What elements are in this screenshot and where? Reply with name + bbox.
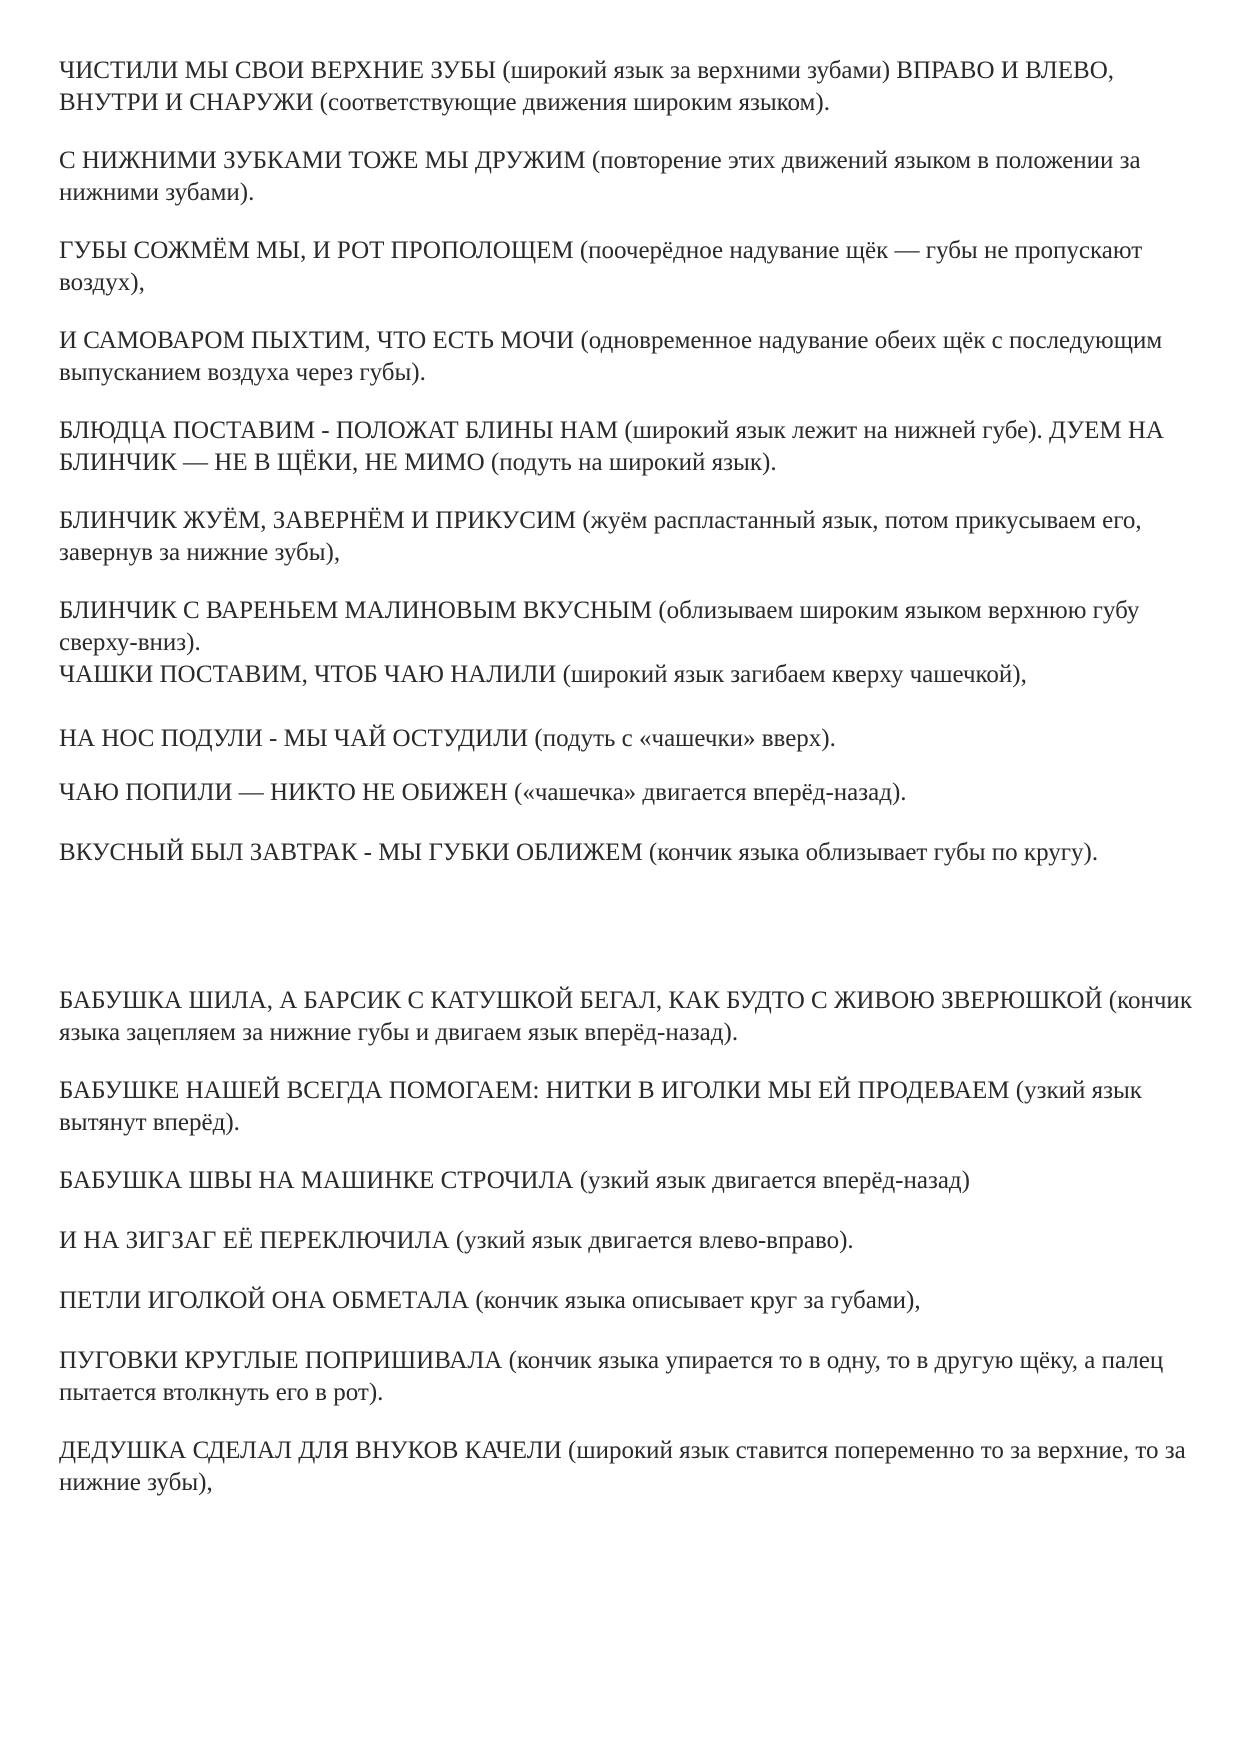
paragraph-note: (кончик языка зацепляем за нижние губы и двигаем язык вперёд-назад). <box>59 987 1192 1046</box>
paragraph-caps: ГУБЫ СОЖМЁМ МЫ, И РОТ ПРОПОЛОЩЕМ <box>59 237 574 264</box>
paragraph-note: (узкий язык вытянут вперёд). <box>59 1077 1142 1136</box>
paragraph-caps: ПУГОВКИ КРУГЛЫЕ ПОПРИШИВАЛА <box>59 1347 503 1374</box>
paragraph <box>59 837 1199 869</box>
paragraph-note: (поочерёдное надувание щёк — губы не пропускают воздух), <box>59 237 1143 296</box>
paragraph-caps: БАБУШКЕ НАШЕЙ ВСЕГДА ПОМОГАЕМ: НИТКИ В ИГОЛКИ МЫ ЕЙ ПРОДЕВАЕМ <box>59 1077 1010 1104</box>
paragraph-caps: ВКУСНЫЙ БЫЛ ЗАВТРАК - МЫ ГУБКИ ОБЛИЖЕМ <box>59 839 643 866</box>
paragraph-caps: БЛЮДЦА ПОСТАВИМ - ПОЛОЖАТ БЛИНЫ НАМ <box>59 417 619 444</box>
paragraph-note: (широкий язык ставится попеременно то за верхние, то за нижние зубы), <box>59 1437 1186 1496</box>
paragraph <box>59 505 1199 569</box>
paragraph <box>59 325 1199 389</box>
paragraph-caps: БАБУШКА ШИЛА, А БАРСИК С КАТУШКОЙ БЕГАЛ, КАК БУДТО С ЖИВОЮ ЗВЕРЮШКОЙ <box>59 987 1103 1014</box>
paragraph-caps: ЧАЮ ПОПИЛИ — НИКТО НЕ ОБИЖЕН <box>59 779 508 806</box>
paragraph <box>59 1165 1199 1197</box>
paragraph-note: (кончик языка облизывает губы по кругу). <box>642 839 1099 866</box>
paragraph-caps: НА НОС ПОДУЛИ - МЫ ЧАЙ ОСТУДИЛИ <box>59 725 529 752</box>
paragraph <box>59 985 1199 1049</box>
paragraph <box>59 1285 1199 1317</box>
paragraph-caps: ЧИСТИЛИ МЫ СВОИ ВЕРХНИЕ ЗУБЫ <box>59 57 497 84</box>
paragraph-note: (подуть с «чашечки» вверх). <box>528 725 836 752</box>
paragraph-note: (одновременное надувание обеих щёк с последующим выпусканием воздуха через губы). <box>59 327 1163 386</box>
paragraph-caps: С НИЖНИМИ ЗУБКАМИ ТОЖЕ МЫ ДРУЖИМ <box>59 147 586 174</box>
paragraph-caps: БЛИНЧИК С ВАРЕНЬЕМ МАЛИНОВЫМ ВКУСНЫМ <box>59 597 653 624</box>
paragraph-note: (кончик языка описывает круг за губами), <box>469 1287 921 1314</box>
paragraph-note: (узкий язык двигается влево-вправо). <box>449 1227 854 1254</box>
paragraph <box>59 235 1199 299</box>
paragraph <box>59 415 1199 479</box>
paragraph <box>59 1225 1199 1257</box>
paragraph-note: (кончик языка упирается то в одну, то в другую щёку, а палец пытается втолкнуть его в рот). <box>59 1347 1164 1406</box>
paragraph-note: (широкий язык за верхними зубами) ВПРАВО И ВЛЕВО, ВНУТРИ И СНАРУЖИ (соответствующие движения широким языком). <box>59 57 1114 116</box>
paragraph <box>59 777 1199 809</box>
paragraph-note: (широкий язык загибаем кверху чашечкой), <box>556 661 1027 688</box>
paragraph-note: («чашечка» двигается вперёд-назад). <box>507 779 907 806</box>
paragraph-note: (повторение этих движений языком в положении за нижними зубами). <box>59 147 1141 206</box>
paragraph <box>59 595 1199 659</box>
paragraph-note: (узкий язык двигается вперёд-назад) <box>573 1167 970 1194</box>
paragraph-caps: ДЕДУШКА СДЕЛАЛ ДЛЯ ВНУКОВ КАЧЕЛИ <box>59 1437 562 1464</box>
paragraph-note: (облизываем широким языком верхнюю губу сверху-вниз). <box>59 597 1140 656</box>
paragraph-caps: ПЕТЛИ ИГОЛКОЙ ОНА ОБМЕТАЛА <box>59 1287 470 1314</box>
paragraph-caps: И НА ЗИГЗАГ ЕЁ ПЕРЕКЛЮЧИЛА <box>59 1227 450 1254</box>
paragraph <box>59 1435 1199 1499</box>
paragraph <box>59 55 1199 119</box>
paragraph-caps: И САМОВАРОМ ПЫХТИМ, ЧТО ЕСТЬ МОЧИ <box>59 327 575 354</box>
paragraph-caps: БАБУШКА ШВЫ НА МАШИНКЕ СТРОЧИЛА <box>59 1167 574 1194</box>
paragraph <box>59 1075 1199 1139</box>
paragraph <box>59 723 1199 755</box>
paragraph-note: (широкий язык лежит на нижней губе). ДУЕМ НА БЛИНЧИК — НЕ В ЩЁКИ, НЕ МИМО (подуть на широкий язык). <box>59 417 1164 476</box>
paragraph <box>59 659 1199 691</box>
paragraph <box>59 1345 1199 1409</box>
paragraph-caps: БЛИНЧИК ЖУЁМ, ЗАВЕРНЁМ И ПРИКУСИМ <box>59 507 577 534</box>
paragraph-caps: ЧАШКИ ПОСТАВИМ, ЧТОБ ЧАЮ НАЛИЛИ <box>59 661 557 688</box>
paragraph <box>59 145 1199 209</box>
paragraph-note: (жуём распластанный язык, потом прикусываем его, завернув за нижние зубы), <box>59 507 1142 566</box>
